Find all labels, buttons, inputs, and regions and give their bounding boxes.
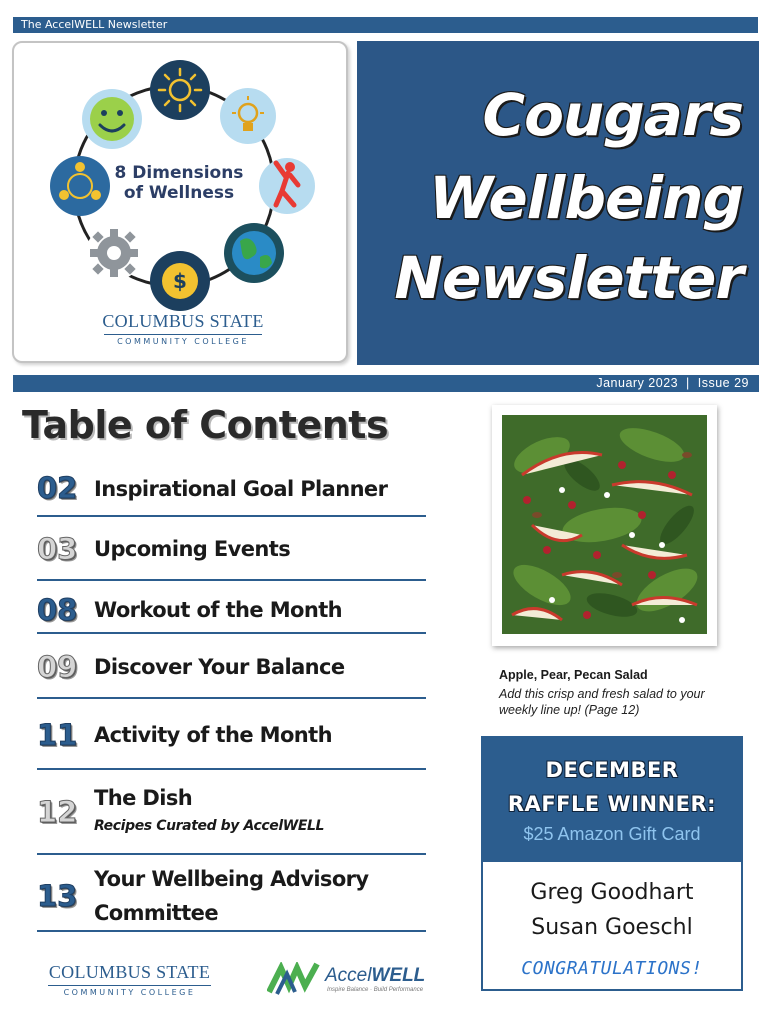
newsletter-name: The AccelWELL Newsletter <box>21 18 168 31</box>
toc-item-label[interactable]: Inspirational Goal Planner <box>94 477 388 501</box>
columbus-state-footer-logo <box>42 962 217 997</box>
wellness-logo-panel <box>12 41 348 363</box>
issue-bar <box>13 375 759 392</box>
wheel-label-line1: 8 Dimensions <box>114 163 244 183</box>
toc-divider <box>37 768 426 770</box>
raffle-month: DECEMBER <box>545 758 679 782</box>
columbus-state-logo <box>98 311 268 346</box>
toc-number: 09 <box>37 650 78 684</box>
salad-photo <box>492 405 717 646</box>
toc-heading: Table of Contents <box>22 403 389 447</box>
toc-number: 12 <box>37 795 78 829</box>
toc-divider <box>37 515 426 517</box>
toc-item-label[interactable]: Workout of the Month <box>94 598 343 622</box>
issue-date: January 2023 | Issue 29 <box>596 376 749 390</box>
toc-item-label[interactable]: Discover Your Balance <box>94 655 345 679</box>
toc-item-label[interactable]: Committee <box>94 901 218 925</box>
toc-divider <box>37 632 426 634</box>
toc-item-label[interactable]: Activity of the Month <box>94 723 332 747</box>
toc-number: 11 <box>37 718 78 752</box>
toc-divider <box>37 579 426 581</box>
title-line-3: Newsletter <box>394 244 743 312</box>
raffle-header <box>483 738 741 862</box>
dollar-icon <box>150 251 210 311</box>
lightbulb-icon <box>220 88 276 144</box>
smiley-icon <box>82 89 142 149</box>
svg-text:$: $ <box>173 269 187 293</box>
college-subtitle: COMMUNITY COLLEGE <box>63 988 196 997</box>
globe-icon <box>224 223 284 283</box>
title-line-2: Wellbeing <box>429 164 743 232</box>
newsletter-header-bar <box>13 17 758 33</box>
toc-number: 13 <box>37 879 78 913</box>
toc-item-label[interactable]: Upcoming Events <box>94 537 291 561</box>
stretching-person-icon <box>259 158 315 214</box>
raffle-winner-box <box>481 736 743 991</box>
college-subtitle: COMMUNITY COLLEGE <box>117 337 249 346</box>
wheel-label-line2: of Wellness <box>123 183 235 203</box>
raffle-prize: $25 Amazon Gift Card <box>523 824 701 844</box>
feature-title: Apple, Pear, Pecan Salad <box>499 668 648 682</box>
college-name: COLUMBUS STATE <box>48 962 211 982</box>
salad-image <box>502 415 707 634</box>
title-line-1: Cougars <box>482 81 743 149</box>
toc-divider <box>37 930 426 932</box>
toc-number: 02 <box>37 471 78 505</box>
people-network-icon <box>50 156 110 216</box>
gear-icon <box>86 225 142 281</box>
toc-divider <box>37 853 426 855</box>
toc-item-label[interactable]: The Dish <box>94 786 193 810</box>
accelwell-tagline: Inspire Balance · Build Performance <box>327 987 424 993</box>
congratulations-text: CONGRATULATIONS! <box>521 958 703 979</box>
toc-divider <box>37 697 426 699</box>
toc-item-label[interactable]: Your Wellbeing Advisory <box>94 867 369 891</box>
raffle-heading: RAFFLE WINNER: <box>507 792 717 816</box>
winner-name: Greg Goodhart <box>530 880 694 905</box>
sun-icon <box>150 60 210 120</box>
college-name: COLUMBUS STATE <box>102 311 264 331</box>
title-panel <box>357 41 759 365</box>
toc-number: 08 <box>37 593 78 627</box>
feature-description: Add this crisp and fresh salad to your weekly line up! (Page 12) <box>499 687 705 717</box>
toc-number: 03 <box>37 532 78 566</box>
accelwell-wordmark: AccelWELL <box>325 965 426 986</box>
toc-item-subtitle: Recipes Curated by AccelWELL <box>94 818 325 834</box>
winner-name: Susan Goeschl <box>531 915 693 940</box>
accelwell-mark-icon <box>267 962 323 996</box>
accelwell-logo <box>267 962 427 996</box>
